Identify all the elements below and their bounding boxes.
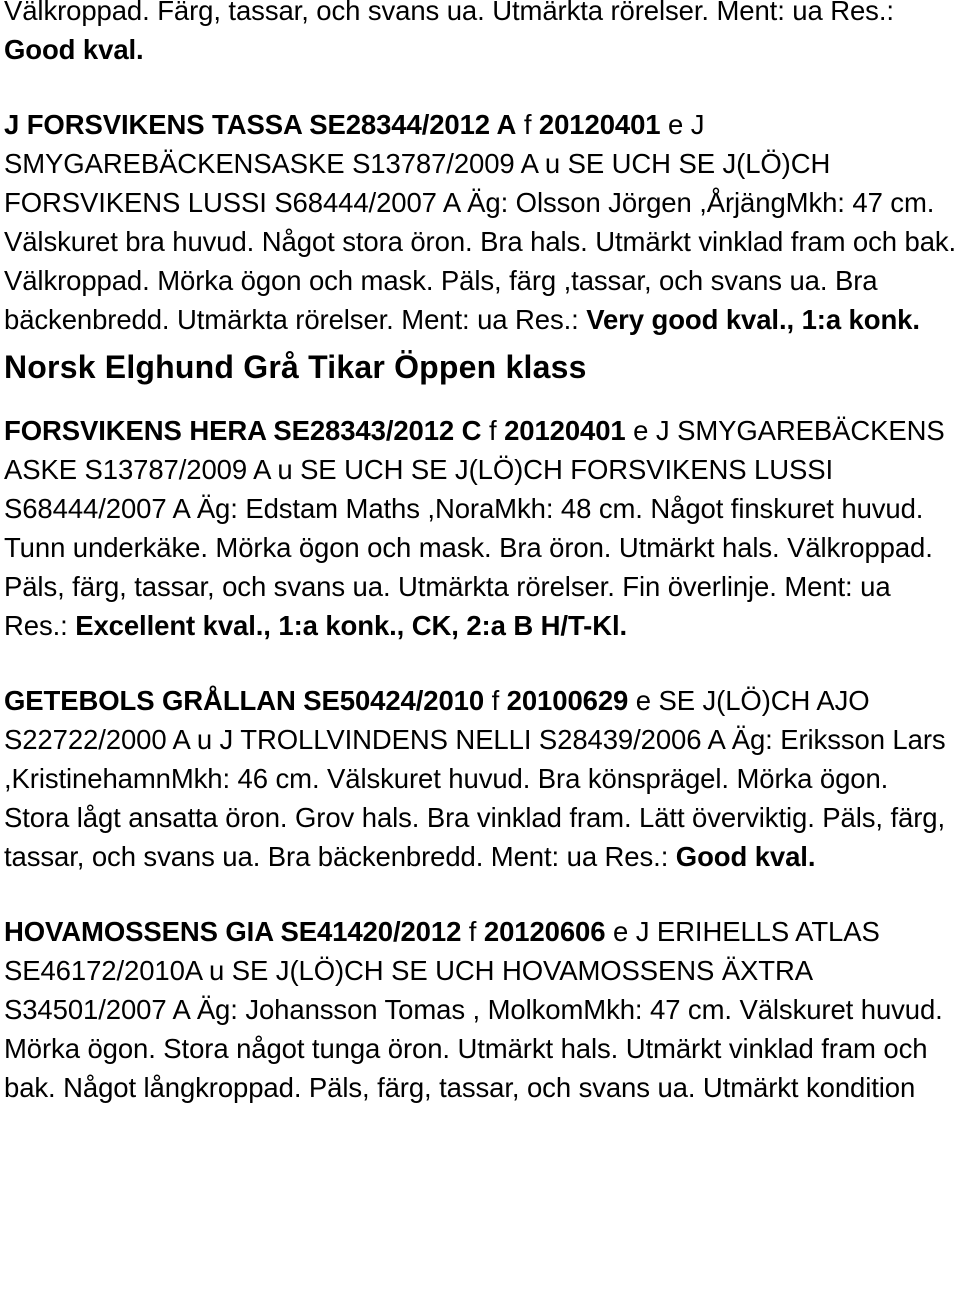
birth-date: 20120401 xyxy=(504,415,626,446)
entry-text: e SE J(LÖ)CH AJO S22722/2000 A u J TROLLVINDENS NELLI S28439/2006 A Äg: Eriksson Lars ,KristinehamnMkh: 46 cm. Välskuret huvud. Bra könsprägel. Mörka ögon. Stora lågt ansatta öron. Grov hals. Bra vinklad fram. Lätt överviktig. Päls, färg, tassar, och svans ua. Bra bäckenbredd. Ment: ua Res.: xyxy=(4,685,946,872)
birth-date: 20100629 xyxy=(506,685,629,716)
entry-getebols-grallan xyxy=(4,681,960,876)
entry-text: e J SMYGAREBÄCKENSASKE S13787/2009 A u SE UCH SE J(LÖ)CH FORSVIKENS LUSSI S68444/2007 A Äg: Olsson Jörgen ,ÅrjängMkh: 47 cm. Välskuret bra huvud. Något stora öron. Bra hals. Utmärkt vinklad fram och bak. Välkroppad. Mörka ögon och mask. Päls, färg ,tassar, och svans ua. Bra bäckenbredd. Utmärkta rörelser. Ment: ua Res.: xyxy=(4,109,957,335)
entry-intro-tail xyxy=(4,0,960,69)
entry-result: Good kval. xyxy=(4,34,144,65)
entry-result: Very good kval., 1:a konk. xyxy=(586,304,920,335)
dog-name-reg: FORSVIKENS HERA SE28343/2012 C xyxy=(4,415,482,446)
entry-forsvikens-hera xyxy=(4,411,960,645)
entry-text: Välkroppad. Färg, tassar, och svans ua. Utmärkta rörelser. Ment: ua Res.: xyxy=(4,0,894,26)
entry-text: f xyxy=(484,685,507,716)
entry-text: e J ERIHELLS ATLAS SE46172/2010A u SE J(LÖ)CH SE UCH HOVAMOSSENS ÄXTRA S34501/2007 A Äg: Johansson Tomas , MolkomMkh: 47 cm. Välskuret huvud. Mörka ögon. Stora något tunga öron. Utmärkt hals. Utmärkt vinklad fram och bak. Något långkroppad. Päls, färg, tassar, och svans ua. Utmärkt kondition xyxy=(4,916,943,1103)
entry-text: f xyxy=(516,109,539,140)
entry-text: f xyxy=(481,415,505,446)
entry-result: Excellent kval., 1:a konk., CK, 2:a B H/T-Kl. xyxy=(75,610,628,641)
birth-date: 20120606 xyxy=(483,916,606,947)
dog-name-reg: J FORSVIKENS TASSA SE28344/2012 A xyxy=(4,109,517,140)
birth-date: 20120401 xyxy=(538,109,661,140)
document-page xyxy=(4,0,960,1107)
entry-result: Good kval. xyxy=(675,841,816,872)
entry-text: f xyxy=(461,916,484,947)
section-heading: Norsk Elghund Grå Tikar Öppen klass xyxy=(4,349,587,385)
entry-forsvikens-tassa xyxy=(4,105,960,339)
entry-text: e J SMYGAREBÄCKENS ASKE S13787/2009 A u SE UCH SE J(LÖ)CH FORSVIKENS LUSSI S68444/2007 A Äg: Edstam Maths ,NoraMkh: 48 cm. Något finskuret huvud. Tunn underkäke. Mörka ögon och mask. Bra öron. Utmärkt hals. Välkroppad. Päls, färg, tassar, och svans ua. Utmärkta rörelser. Fin överlinje. Ment: ua Res.: xyxy=(4,415,945,641)
dog-name-reg: HOVAMOSSENS GIA SE41420/2012 xyxy=(4,916,462,947)
dog-name-reg: GETEBOLS GRÅLLAN SE50424/2010 xyxy=(4,685,485,716)
entry-hovamossens-gia xyxy=(4,912,960,1107)
